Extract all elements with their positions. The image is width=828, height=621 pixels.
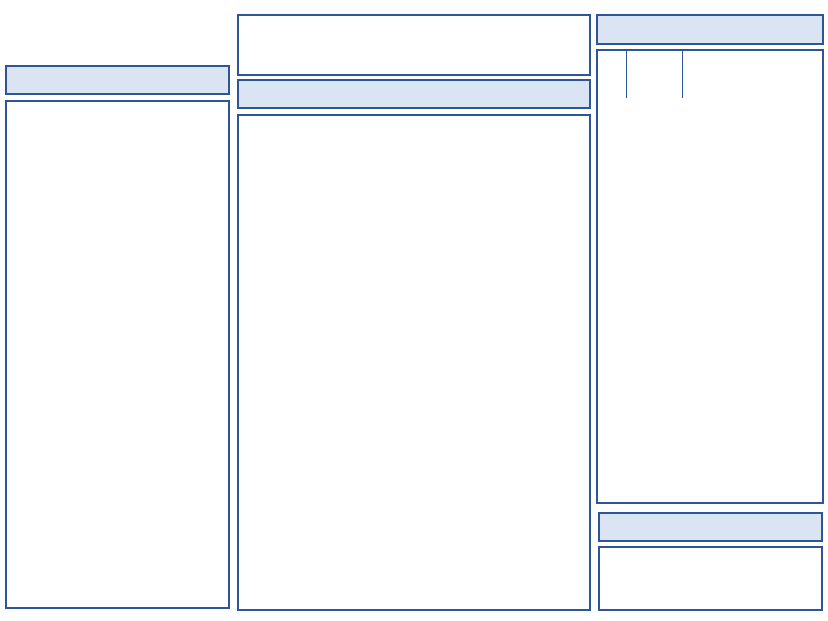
diversity-table-header (598, 51, 822, 98)
diversity-panel (596, 49, 824, 504)
key-terms-panel (5, 100, 230, 609)
col-change-header (627, 51, 683, 98)
views-header (237, 79, 591, 109)
views-panel (237, 114, 591, 611)
alternatives-header (598, 512, 823, 542)
alternatives-panel (598, 546, 823, 611)
diversity-header (596, 14, 824, 45)
title-box (237, 14, 591, 76)
key-terms-header (5, 65, 230, 95)
